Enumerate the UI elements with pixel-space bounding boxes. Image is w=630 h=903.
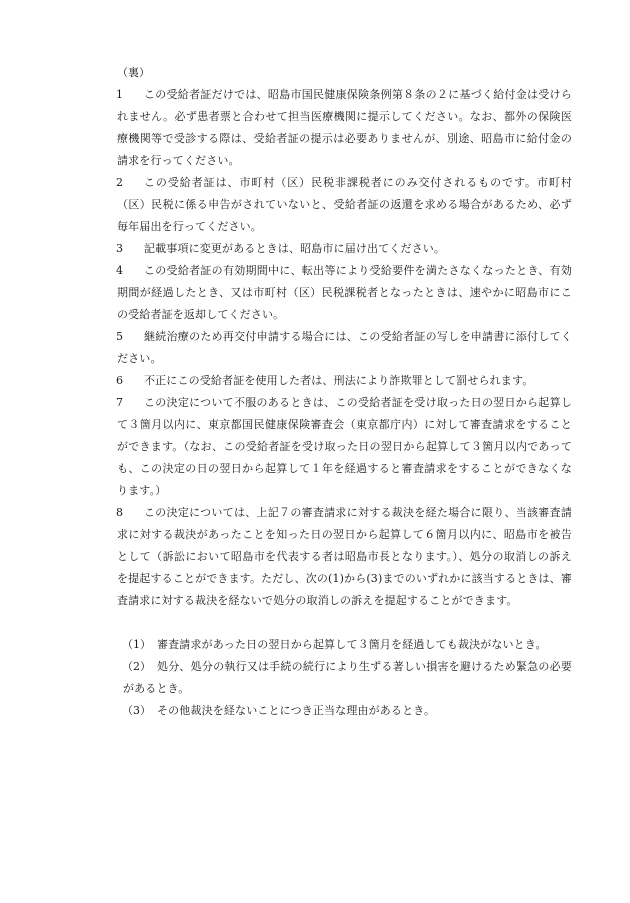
subitem-number: （3） <box>122 704 151 717</box>
item-text: 不正にこの受給者証を使用した者は、刑法により詐欺罪として罰せられます。 <box>144 374 534 387</box>
item-text: この受給者証は、市町村（区）民税非課税者にのみ交付されるものです。市町村（区）民税に係る申告がされていないと、受給者証の返還を求める場合があるため、必ず毎年届出を行ってください。 <box>117 176 572 233</box>
item-number: 8 <box>116 506 123 519</box>
item-number: 7 <box>116 396 123 409</box>
item-text: この決定については、上記７の審査請求に対する裁決を経た場合に限り、当該審査請求に対する裁決があったことを知った日の翌日から起算して６箇月以内に、昭島市を被告として（訴訟において昭島市を代表する者は昭島市長となります。）、処分の取消しの訴えを提起することができます。ただし、次の(1)から(3)までのいずれかに該当するときは、審査請求に対する裁決を経ないで処分の取消しの訴えを提起することができます。 <box>117 506 572 607</box>
page-side-heading: （裏） <box>117 66 150 79</box>
item-text: この決定について不服のあるときは、この受給者証を受け取った日の翌日から起算して３箇月以内に、東京都国民健康保険審査会（東京都庁内）に対して審査請求をすることができます。（なお、この受給者証を受け取った日の翌日から起算して３箇月以内であっても、この決定の日の翌日から起算して１年を経過すると審査請求をすることができなくなります。） <box>117 396 572 497</box>
item-text: この受給者証だけでは、昭島市国民健康保険条例第８条の２に基づく給付金は受けられません。必ず患者票と合わせて担当医療機関に提示してください。なお、都外の保険医療機関等で受診する際は、受給者証の提示は必要ありませんが、別途、昭島市に給付金の請求を行ってください。 <box>117 88 572 167</box>
item-number: 1 <box>116 88 123 101</box>
item-text: 記載事項に変更があるときは、昭島市に届け出てください。 <box>144 242 446 255</box>
item-number: 5 <box>116 330 123 343</box>
item-number: 4 <box>116 264 123 277</box>
item-text: 継続治療のため再交付申請する場合には、この受給者証の写しを申請書に添付してください。 <box>117 330 572 365</box>
subitem-text: その他裁決を経ないことにつき正当な理由があるとき。 <box>157 704 436 717</box>
subitem-text: 審査請求があった日の翌日から起算して３箇月を経過しても裁決がないとき。 <box>157 638 547 651</box>
item-number: 2 <box>116 176 123 189</box>
item-text: この受給者証の有効期間中に、転出等により受給要件を満たさなくなったとき、有効期間が経過したとき、又は市町村（区）民税課税者となったときは、速やかに昭島市にこの受給者証を返却してください。 <box>117 264 572 321</box>
subitem-text: 処分、処分の執行又は手続の続行により生ずる著しい損害を避けるため緊急の必要があるとき。 <box>123 660 572 695</box>
subitem-number: （2） <box>122 660 151 673</box>
item-number: 6 <box>116 374 123 387</box>
item-number: 3 <box>116 242 123 255</box>
subitem-number: （1） <box>122 638 151 651</box>
